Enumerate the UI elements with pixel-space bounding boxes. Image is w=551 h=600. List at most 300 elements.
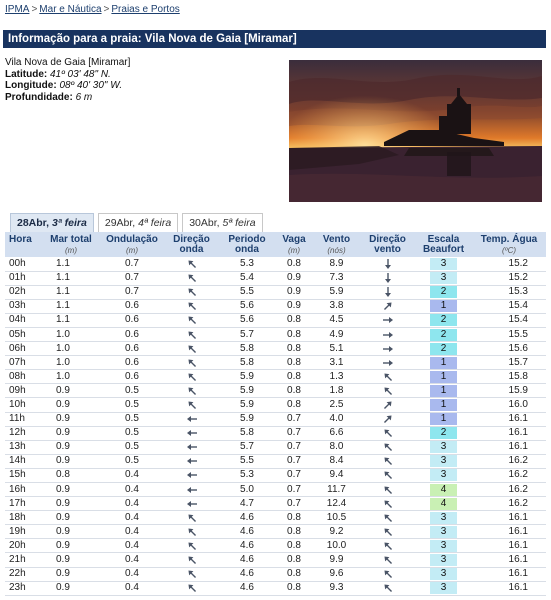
cell-mar-total: 1.0 [42,342,100,356]
wave-direction-arrow-icon [186,455,198,467]
beaufort-badge: 2 [430,286,457,298]
table-row [5,468,546,482]
cell-ondulacao: 0.6 [100,327,164,341]
cell-direcao-vento [360,342,415,356]
cell-hora: 05h [5,327,42,341]
col-vaga [275,232,313,257]
cell-vento: 3.8 [313,299,360,313]
cell-direcao-onda [164,412,219,426]
cell-ondulacao: 0.5 [100,384,164,398]
cell-vaga: 0.7 [275,412,313,426]
cell-hora: 23h [5,581,42,595]
breadcrumb-link-praias-portos[interactable]: Praias e Portos [111,4,180,15]
cell-periodo-onda: 5.6 [219,313,275,327]
cell-escala-beaufort [415,468,472,482]
cell-temp-agua: 15.3 [472,285,546,299]
wind-direction-arrow-icon [382,455,394,467]
beach-photo-image [289,60,542,202]
cell-vento: 9.6 [313,567,360,581]
cell-hora: 04h [5,313,42,327]
table-row [5,525,546,539]
wave-direction-arrow-icon [186,469,198,481]
wind-direction-arrow-icon [382,512,394,524]
cell-ondulacao: 0.4 [100,553,164,567]
wind-direction-arrow-icon [382,540,394,552]
wave-direction-arrow-icon [186,357,198,369]
cell-hora: 06h [5,342,42,356]
cell-mar-total: 1.1 [42,285,100,299]
cell-direcao-onda [164,468,219,482]
cell-direcao-vento [360,468,415,482]
cell-temp-agua: 16.1 [472,539,546,553]
page-title: Informação para a praia: Vila Nova de Gaia [Miramar] [3,30,546,48]
wind-direction-arrow-icon [382,441,394,453]
cell-temp-agua: 15.5 [472,327,546,341]
cell-periodo-onda: 5.7 [219,440,275,454]
cell-ondulacao: 0.4 [100,497,164,511]
breadcrumb-link-ipma[interactable]: IPMA [5,4,30,15]
table-row [5,342,546,356]
cell-periodo-onda: 5.8 [219,356,275,370]
cell-mar-total: 0.9 [42,412,100,426]
wind-direction-arrow-icon [382,286,394,298]
cell-mar-total: 0.9 [42,454,100,468]
cell-mar-total: 0.9 [42,539,100,553]
breadcrumb-separator: > [31,4,38,15]
col-unit: (m) [288,246,300,255]
table-row [5,497,546,511]
table-row [5,553,546,567]
cell-direcao-vento [360,356,415,370]
wave-direction-arrow-icon [186,258,198,270]
cell-temp-agua: 16.1 [472,567,546,581]
cell-escala-beaufort [415,342,472,356]
cell-vaga: 0.7 [275,426,313,440]
cell-ondulacao: 0.4 [100,511,164,525]
cell-mar-total: 0.9 [42,525,100,539]
cell-escala-beaufort [415,567,472,581]
tab-date: 30Abr, [189,217,220,229]
cell-vaga: 0.9 [275,271,313,285]
cell-periodo-onda: 5.9 [219,370,275,384]
cell-direcao-onda [164,454,219,468]
cell-ondulacao: 0.7 [100,271,164,285]
wind-direction-arrow-icon [382,385,394,397]
cell-periodo-onda: 4.7 [219,497,275,511]
cell-vento: 8.0 [313,440,360,454]
table-row [5,257,546,271]
cell-vaga: 0.7 [275,468,313,482]
cell-temp-agua: 15.6 [472,342,546,356]
cell-hora: 20h [5,539,42,553]
cell-periodo-onda: 5.9 [219,412,275,426]
tab-day-28abr[interactable] [10,213,94,233]
cell-temp-agua: 15.2 [472,271,546,285]
cell-hora: 09h [5,384,42,398]
wind-direction-arrow-icon [382,484,394,496]
beaufort-badge: 1 [430,371,457,383]
cell-ondulacao: 0.4 [100,581,164,595]
cell-mar-total: 0.9 [42,511,100,525]
cell-hora: 22h [5,567,42,581]
table-row [5,412,546,426]
beaufort-badge: 2 [430,314,457,326]
cell-vaga: 0.8 [275,356,313,370]
cell-temp-agua: 15.4 [472,313,546,327]
cell-temp-agua: 16.1 [472,581,546,595]
cell-vaga: 0.8 [275,384,313,398]
cell-direcao-vento [360,567,415,581]
cell-mar-total: 0.9 [42,581,100,595]
cell-hora: 07h [5,356,42,370]
cell-ondulacao: 0.4 [100,483,164,497]
cell-mar-total: 0.9 [42,440,100,454]
cell-escala-beaufort [415,553,472,567]
cell-direcao-onda [164,581,219,595]
cell-vaga: 0.8 [275,398,313,412]
wave-direction-arrow-icon [186,441,198,453]
latitude-value: 41º 03' 48" N. [50,68,111,80]
cell-hora: 14h [5,454,42,468]
cell-direcao-vento [360,539,415,553]
cell-hora: 13h [5,440,42,454]
beaufort-badge: 3 [430,469,457,481]
cell-direcao-onda [164,384,219,398]
wave-direction-arrow-icon [186,329,198,341]
wave-direction-arrow-icon [186,371,198,383]
cell-direcao-onda [164,539,219,553]
tab-day-29abr[interactable] [98,213,178,233]
cell-vento: 9.4 [313,468,360,482]
cell-hora: 01h [5,271,42,285]
beaufort-badge: 1 [430,399,457,411]
wave-direction-arrow-icon [186,498,198,510]
cell-vaga: 0.8 [275,342,313,356]
wave-direction-arrow-icon [186,413,198,425]
cell-direcao-vento [360,327,415,341]
wind-direction-arrow-icon [382,582,394,594]
cell-periodo-onda: 5.9 [219,384,275,398]
cell-direcao-vento [360,440,415,454]
cell-direcao-onda [164,271,219,285]
cell-ondulacao: 0.5 [100,398,164,412]
cell-temp-agua: 15.9 [472,384,546,398]
cell-temp-agua: 16.2 [472,454,546,468]
cell-direcao-onda [164,426,219,440]
breadcrumb-link-mar-nautica[interactable]: Mar e Náutica [39,4,102,15]
wave-direction-arrow-icon [186,399,198,411]
col-escala-beaufort [415,232,472,257]
table-row [5,454,546,468]
cell-vaga: 0.8 [275,567,313,581]
depth-label: Profundidade: [5,91,73,103]
cell-vaga: 0.7 [275,440,313,454]
cell-direcao-onda [164,356,219,370]
cell-direcao-vento [360,398,415,412]
wave-direction-arrow-icon [186,526,198,538]
wave-direction-arrow-icon [186,582,198,594]
cell-vaga: 0.8 [275,370,313,384]
beaufort-badge: 4 [430,498,457,510]
cell-mar-total: 0.9 [42,483,100,497]
col-hora [5,232,42,257]
cell-vento: 9.3 [313,581,360,595]
table-row [5,426,546,440]
cell-direcao-onda [164,497,219,511]
forecast-table [5,232,546,596]
wind-direction-arrow-icon [382,413,394,425]
cell-escala-beaufort [415,285,472,299]
cell-direcao-vento [360,384,415,398]
cell-direcao-vento [360,497,415,511]
tab-weekday: 5ª feira [222,217,256,229]
cell-direcao-vento [360,525,415,539]
wave-direction-arrow-icon [186,568,198,580]
beaufort-badge: 2 [430,427,457,439]
cell-mar-total: 1.0 [42,356,100,370]
cell-escala-beaufort [415,511,472,525]
wave-direction-arrow-icon [186,272,198,284]
cell-escala-beaufort [415,398,472,412]
cell-vento: 10.5 [313,511,360,525]
tab-weekday: 3ª feira [52,217,87,229]
cell-escala-beaufort [415,356,472,370]
wind-direction-arrow-icon [382,399,394,411]
wind-direction-arrow-icon [382,568,394,580]
table-row [5,285,546,299]
beach-info [5,57,130,103]
cell-temp-agua: 16.1 [472,511,546,525]
cell-escala-beaufort [415,271,472,285]
cell-vaga: 0.8 [275,525,313,539]
table-header-row [5,232,546,257]
table-row [5,567,546,581]
cell-vento: 8.9 [313,257,360,271]
cell-ondulacao: 0.4 [100,525,164,539]
cell-temp-agua: 15.4 [472,299,546,313]
cell-temp-agua: 16.2 [472,497,546,511]
beaufort-badge: 3 [430,582,457,594]
cell-direcao-onda [164,525,219,539]
cell-ondulacao: 0.5 [100,440,164,454]
cell-temp-agua: 16.1 [472,412,546,426]
cell-temp-agua: 16.1 [472,440,546,454]
cell-ondulacao: 0.6 [100,299,164,313]
table-row [5,356,546,370]
wind-direction-arrow-icon [382,498,394,510]
cell-temp-agua: 16.1 [472,553,546,567]
beaufort-badge: 3 [430,526,457,538]
table-row [5,313,546,327]
cell-temp-agua: 16.2 [472,483,546,497]
beaufort-badge: 3 [430,455,457,467]
cell-vaga: 0.7 [275,497,313,511]
breadcrumb [5,4,180,15]
cell-vento: 9.2 [313,525,360,539]
wave-direction-arrow-icon [186,512,198,524]
table-row [5,299,546,313]
wind-direction-arrow-icon [382,258,394,270]
cell-vento: 11.7 [313,483,360,497]
cell-mar-total: 0.9 [42,398,100,412]
cell-direcao-vento [360,257,415,271]
cell-vaga: 0.8 [275,313,313,327]
wave-direction-arrow-icon [186,427,198,439]
cell-ondulacao: 0.4 [100,567,164,581]
cell-vaga: 0.9 [275,299,313,313]
cell-vento: 2.5 [313,398,360,412]
beaufort-badge: 3 [430,258,457,270]
cell-escala-beaufort [415,327,472,341]
col-label: Escala Beaufort [422,234,465,255]
cell-escala-beaufort [415,454,472,468]
col-label: Direção vento [369,234,406,255]
cell-periodo-onda: 5.5 [219,454,275,468]
cell-mar-total: 0.9 [42,426,100,440]
cell-ondulacao: 0.6 [100,356,164,370]
cell-direcao-vento [360,483,415,497]
col-unit: (nós) [327,246,346,255]
col-hora-label: Hora [9,234,32,245]
wave-direction-arrow-icon [186,385,198,397]
beaufort-badge: 4 [430,484,457,496]
cell-ondulacao: 0.5 [100,454,164,468]
cell-escala-beaufort [415,426,472,440]
beaufort-badge: 3 [430,512,457,524]
cell-mar-total: 1.1 [42,313,100,327]
tab-day-30abr[interactable] [182,213,262,233]
latitude-row [5,69,130,81]
col-direcao-vento [360,232,415,257]
col-unit: (m) [126,246,138,255]
beaufort-badge: 3 [430,554,457,566]
cell-mar-total: 1.0 [42,370,100,384]
wind-direction-arrow-icon [382,469,394,481]
cell-hora: 16h [5,483,42,497]
cell-hora: 08h [5,370,42,384]
beaufort-badge: 3 [430,568,457,580]
cell-hora: 15h [5,468,42,482]
cell-escala-beaufort [415,539,472,553]
cell-escala-beaufort [415,299,472,313]
cell-ondulacao: 0.5 [100,412,164,426]
wave-direction-arrow-icon [186,300,198,312]
cell-vento: 5.1 [313,342,360,356]
cell-direcao-onda [164,511,219,525]
cell-vento: 7.3 [313,271,360,285]
depth-value: 6 m [75,91,93,103]
col-temp-agua [472,232,546,257]
cell-periodo-onda: 4.6 [219,553,275,567]
col-label: Direção onda [173,234,210,255]
cell-escala-beaufort [415,483,472,497]
beaufort-badge: 3 [430,540,457,552]
cell-escala-beaufort [415,412,472,426]
breadcrumb-separator: > [103,4,110,15]
cell-mar-total: 0.9 [42,497,100,511]
latitude-label: Latitude: [5,68,48,80]
cell-vento: 1.3 [313,370,360,384]
cell-periodo-onda: 5.8 [219,342,275,356]
cell-periodo-onda: 4.6 [219,539,275,553]
wind-direction-arrow-icon [382,357,394,369]
col-unit: (m) [65,246,77,255]
col-label: Vaga [282,234,306,245]
beach-photo [289,60,542,202]
cell-mar-total: 0.9 [42,384,100,398]
cell-direcao-onda [164,313,219,327]
cell-vaga: 0.8 [275,581,313,595]
col-label: Periodo onda [228,234,266,255]
cell-ondulacao: 0.4 [100,539,164,553]
cell-hora: 17h [5,497,42,511]
cell-direcao-vento [360,313,415,327]
cell-vento: 3.1 [313,356,360,370]
cell-escala-beaufort [415,440,472,454]
wind-direction-arrow-icon [382,300,394,312]
cell-hora: 18h [5,511,42,525]
cell-periodo-onda: 4.6 [219,581,275,595]
cell-direcao-vento [360,285,415,299]
wave-direction-arrow-icon [186,554,198,566]
cell-periodo-onda: 5.8 [219,426,275,440]
cell-direcao-onda [164,370,219,384]
table-row [5,327,546,341]
cell-periodo-onda: 4.6 [219,525,275,539]
cell-direcao-onda [164,327,219,341]
longitude-label: Longitude: [5,80,57,91]
wind-direction-arrow-icon [382,314,394,326]
longitude-row [5,80,130,92]
cell-periodo-onda: 5.3 [219,257,275,271]
cell-hora: 10h [5,398,42,412]
col-direcao-onda [164,232,219,257]
wind-direction-arrow-icon [382,554,394,566]
wind-direction-arrow-icon [382,272,394,284]
forecast-body [5,257,546,595]
cell-mar-total: 1.1 [42,257,100,271]
table-row [5,370,546,384]
cell-direcao-onda [164,398,219,412]
cell-periodo-onda: 4.6 [219,567,275,581]
cell-direcao-vento [360,299,415,313]
tab-date: 28Abr, [17,217,50,229]
cell-temp-agua: 16.1 [472,426,546,440]
table-row [5,539,546,553]
table-row [5,384,546,398]
cell-vaga: 0.8 [275,539,313,553]
cell-vento: 6.6 [313,426,360,440]
cell-direcao-onda [164,553,219,567]
cell-direcao-vento [360,511,415,525]
cell-direcao-onda [164,285,219,299]
cell-mar-total: 0.8 [42,468,100,482]
cell-hora: 02h [5,285,42,299]
col-label: Ondulação [106,234,158,245]
cell-direcao-vento [360,412,415,426]
cell-periodo-onda: 5.3 [219,468,275,482]
cell-ondulacao: 0.4 [100,468,164,482]
cell-mar-total: 0.9 [42,567,100,581]
col-label: Temp. Água [480,234,538,245]
cell-periodo-onda: 5.5 [219,285,275,299]
beaufort-badge: 2 [430,329,457,341]
beaufort-badge: 3 [430,272,457,284]
cell-vaga: 0.7 [275,454,313,468]
wave-direction-arrow-icon [186,314,198,326]
cell-temp-agua: 15.7 [472,356,546,370]
cell-vento: 1.8 [313,384,360,398]
